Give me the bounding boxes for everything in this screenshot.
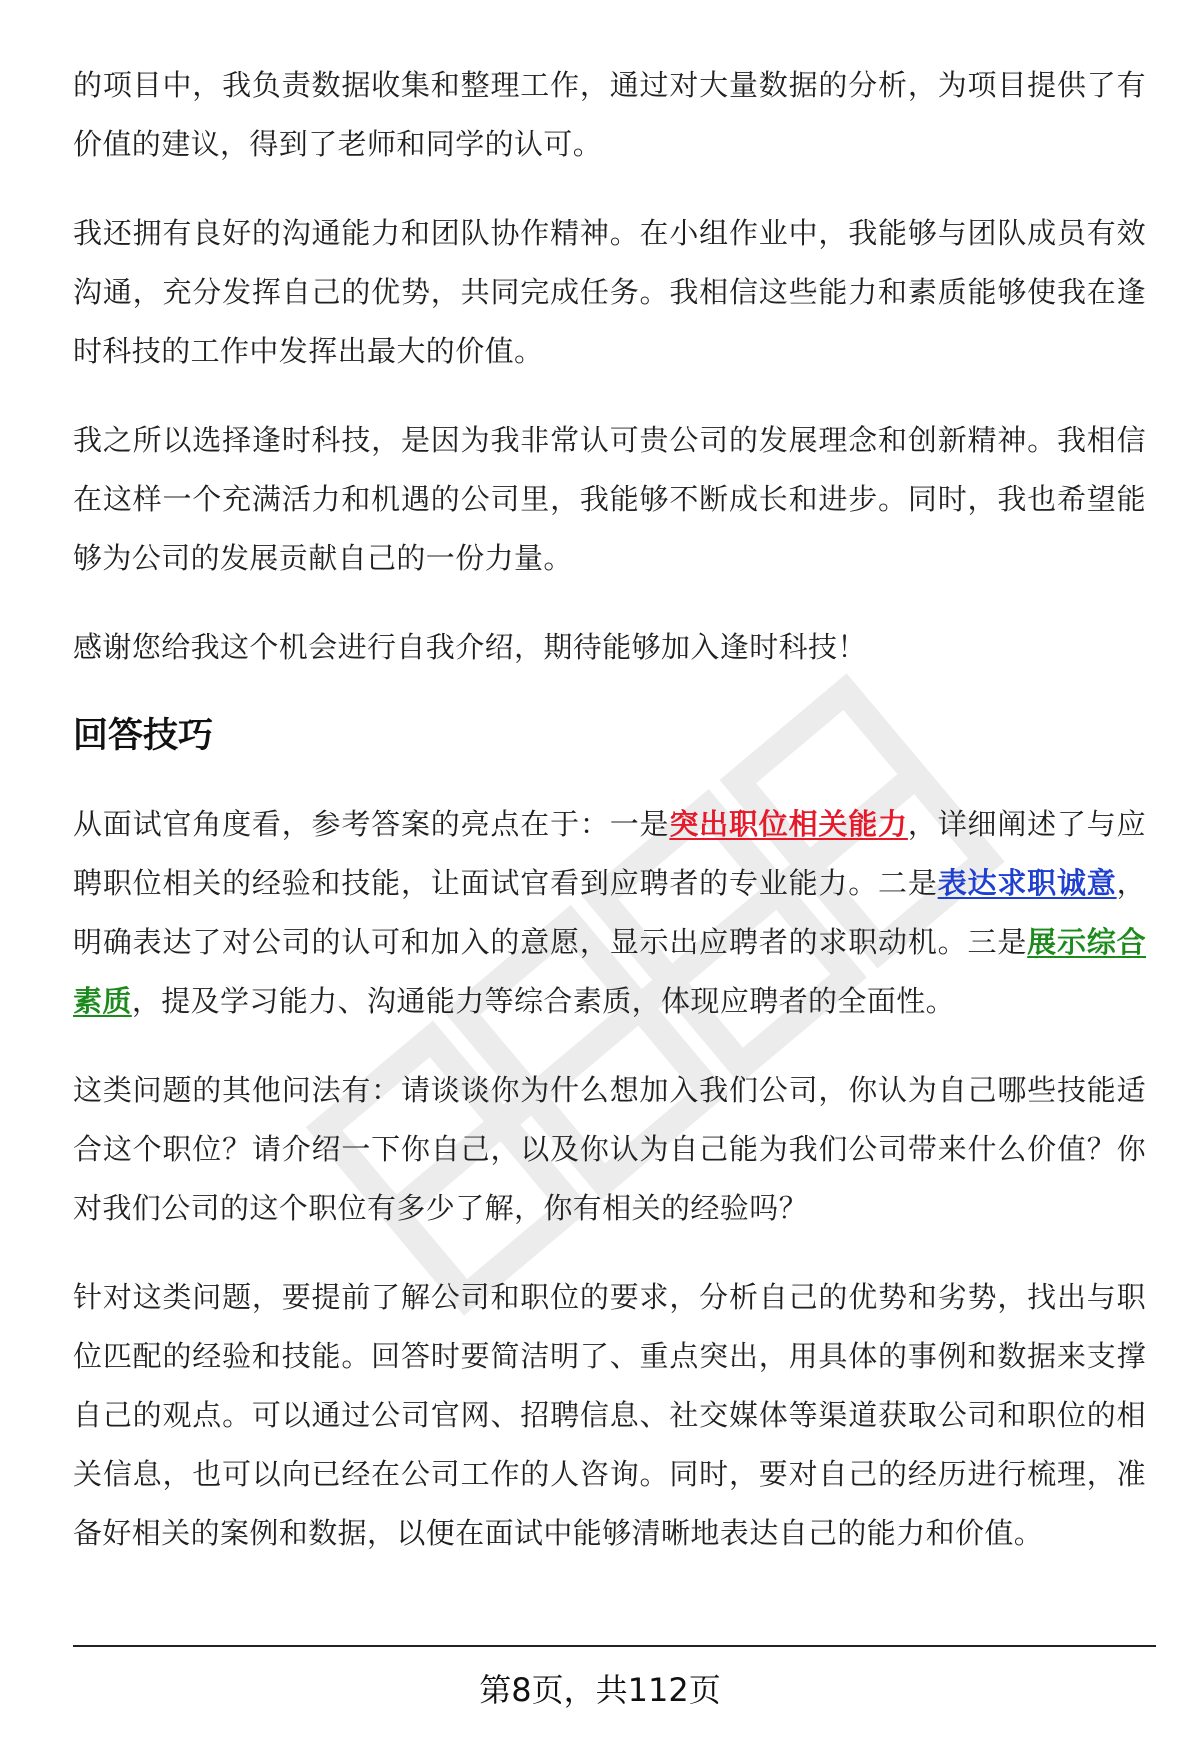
- paragraph-communication-skills: 我还拥有良好的沟通能力和团队协作精神。在小组作业中，我能够与团队成员有效沟通，充分发挥自己的优势，共同完成任务。我相信这些能力和素质能够使我在逢时科技的工作中发挥出最大的价值。: [73, 216, 1146, 368]
- tips-text-part4: ，提及学习能力、沟通能力等综合素质，体现应聘者的全面性。: [131, 984, 956, 1018]
- tips-text-part1: 从面试官角度看，参考答案的亮点在于：一是: [73, 807, 670, 841]
- paragraph-why-company: 我之所以选择逢时科技，是因为我非常认可贵公司的发展理念和创新精神。我相信在这样一个充满活力和机遇的公司里，我能够不断成长和进步。同时，我也希望能够为公司的发展贡献自己的一份力量。: [73, 423, 1146, 575]
- paragraph-preparation-advice: 针对这类问题，要提前了解公司和职位的要求，分析自己的优势和劣势，找出与职位匹配的经验和技能。回答时要简洁明了、重点突出，用具体的事例和数据来支撑自己的观点。可以通过公司官网、招聘信息、社交媒体等渠道获取公司和职位的相关信息，也可以向已经在公司工作的人咨询。同时，要对自己的经历进行梳理，准备好相关的案例和数据，以便在面试中能够清晰地表达自己的能力和价值。: [73, 1280, 1146, 1550]
- highlight-overall-quality: 展示综合素质: [73, 925, 1146, 1018]
- section-heading: 回答技巧: [73, 716, 214, 756]
- paragraph-thanks: 感谢您给我这个机会进行自我介绍，期待能够加入逢时科技！: [73, 630, 867, 664]
- tips-text-part3: ，明确表达了对公司的认可和加入的意愿，显示出应聘者的求职动机。三是: [73, 866, 1146, 959]
- highlight-job-ability: 突出职位相关能力: [669, 807, 908, 841]
- paragraph-answer-tips: [73, 795, 1146, 1031]
- paragraph-other-questions: 这类问题的其他问法有：请谈谈你为什么想加入我们公司，你认为自己哪些技能适合这个职位？请介绍一下你自己，以及你认为自己能为我们公司带来什么价值？你对我们公司的这个职位有多少了解，你有相关的经验吗？: [73, 1073, 1146, 1225]
- paragraph-project-experience: 的项目中，我负责数据收集和整理工作，通过对大量数据的分析，为项目提供了有价值的建议，得到了老师和同学的认可。: [73, 68, 1146, 161]
- page-number: 第8页，共112页: [479, 1671, 721, 1709]
- highlight-sincerity: 表达求职诚意: [937, 866, 1117, 900]
- document-body: [73, 56, 1146, 1593]
- footer-divider: [73, 1645, 1156, 1647]
- tips-text-part2: ，详细阐述了与应聘职位相关的经验和技能，让面试官看到应聘者的专业能力。二是: [73, 807, 1147, 900]
